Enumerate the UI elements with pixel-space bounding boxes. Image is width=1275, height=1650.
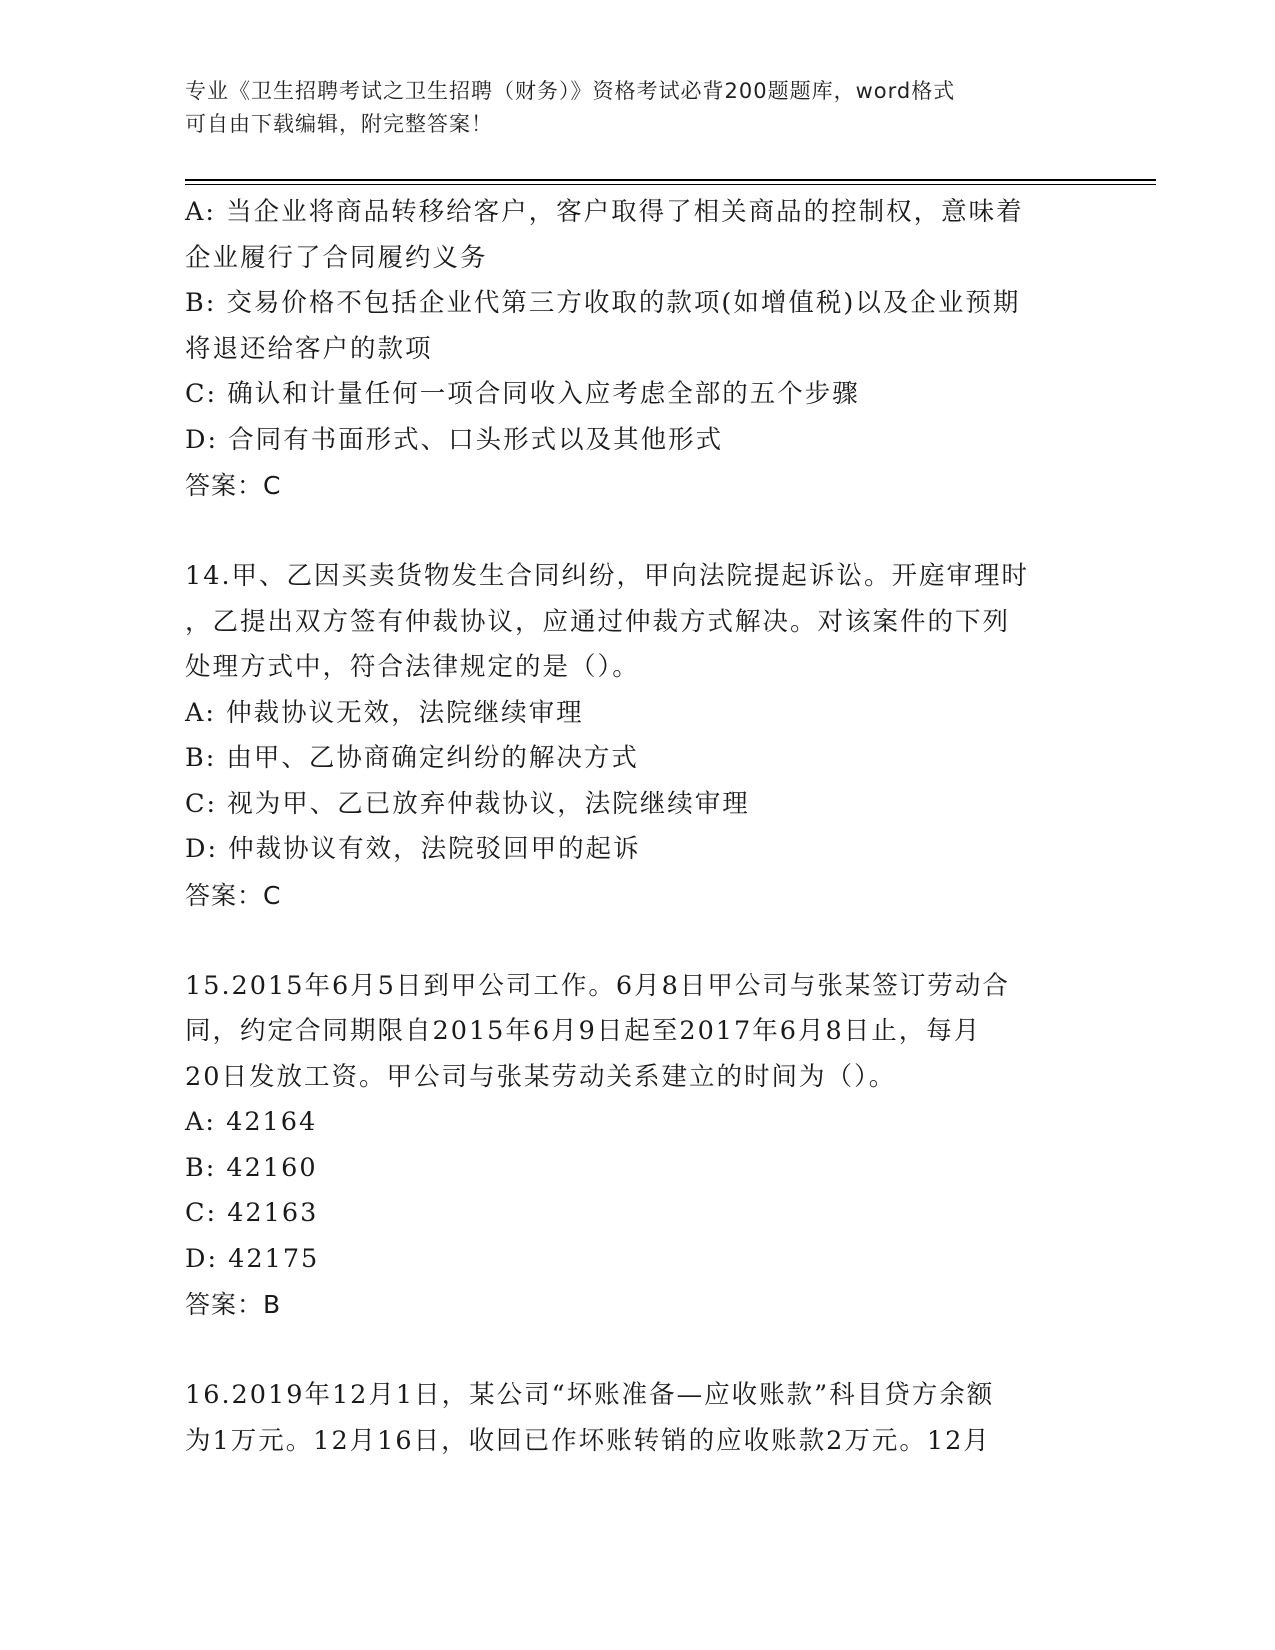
question-13 xyxy=(185,190,1085,509)
option-b-line-2: 将退还给客户的款项 xyxy=(185,333,433,364)
answer: 答案：C xyxy=(185,880,282,910)
answer: 答案：C xyxy=(185,471,282,500)
question-14 xyxy=(185,554,1085,918)
question-stem-line-1: 14.甲、乙因买卖货物发生合同纠纷，甲向法院提起诉讼。开庭审理时 xyxy=(185,561,1030,591)
question-15 xyxy=(185,964,1085,1328)
answer: 答案：B xyxy=(185,1290,282,1319)
header-rule-thin xyxy=(185,184,1156,185)
question-stem-line-2: 同，约定合同期限自2015年6月9日起至2017年6月8日止，每月 xyxy=(185,1016,982,1046)
option-b: B: 由甲、乙协商确定纠纷的解决方式 xyxy=(185,743,639,773)
question-stem-line-3: 处理方式中，符合法律规定的是（）。 xyxy=(185,652,640,682)
header-rule-thick xyxy=(185,179,1156,181)
option-d: D: 合同有书面形式、口头形式以及其他形式 xyxy=(185,424,724,455)
option-c: C: 视为甲、乙已放弃仲裁协议，法院继续审理 xyxy=(185,788,750,819)
question-stem-line-1: 16.2019年12月1日，某公司“坏账准备—应收账款”科目贷方余额 xyxy=(185,1380,995,1410)
option-a: A: 42164 xyxy=(185,1107,318,1137)
option-c: C: 确认和计量任何一项合同收入应考虑全部的五个步骤 xyxy=(185,379,860,409)
question-16 xyxy=(185,1373,1085,1464)
document-header xyxy=(185,75,1085,141)
option-d: D: 仲裁协议有效，法院驳回甲的起诉 xyxy=(185,834,641,864)
option-b: B: 42160 xyxy=(185,1152,318,1183)
question-stem-line-1: 15.2015年6月5日到甲公司工作。6月8日甲公司与张某签订劳动合 xyxy=(185,970,1010,1001)
document-body xyxy=(185,190,1085,1464)
question-stem-line-2: ，乙提出双方签有仲裁协议，应通过仲裁方式解决。对该案件的下列 xyxy=(185,606,1011,637)
option-a-line-1: A: 当企业将商品转移给客户，客户取得了相关商品的控制权，意味着 xyxy=(185,197,1024,227)
question-stem-line-3: 20日发放工资。甲公司与张某劳动关系建立的时间为（）。 xyxy=(185,1061,897,1092)
option-b-line-1: B: 交易价格不包括企业代第三方收取的款项(如增值税)以及企业预期 xyxy=(185,288,1021,318)
header-line-1: 专业《卫生招聘考试之卫生招聘（财务）》资格考试必背200题题库，word格式 xyxy=(185,79,956,103)
option-a: A: 仲裁协议无效，法院继续审理 xyxy=(185,697,584,728)
option-a-line-2: 企业履行了合同履约义务 xyxy=(185,242,488,273)
header-line-2: 可自由下载编辑，附完整答案！ xyxy=(185,112,493,136)
option-d: D: 42175 xyxy=(185,1243,320,1274)
question-stem-line-2: 为1万元。12月16日，收回已作坏账转销的应收账款2万元。12月 xyxy=(185,1425,991,1456)
option-c: C: 42163 xyxy=(185,1198,319,1228)
